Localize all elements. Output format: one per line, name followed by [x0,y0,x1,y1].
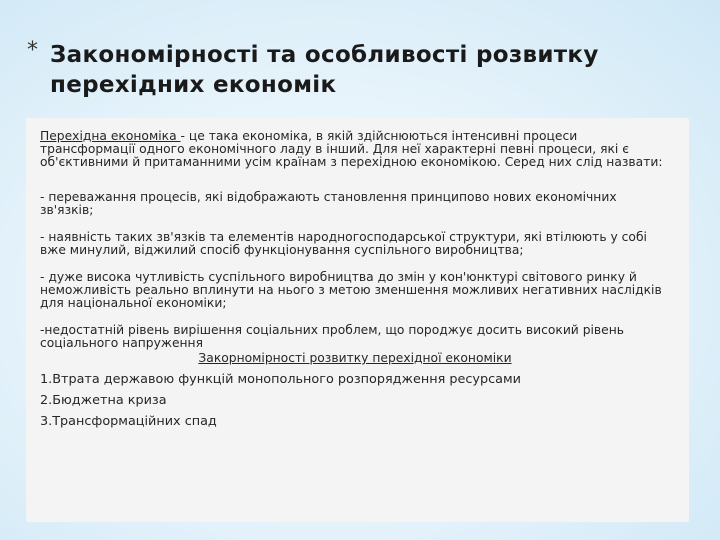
patterns-list-item: 3.Трансформаційних спад [40,414,217,429]
feature-item-2: - наявність таких зв'язків та елементів народногосподарської структури, які втілюють у собі вже минулий, віджилий спосіб функціонування суспільного виробництва; [40,230,647,257]
definition-term: Перехідна економіка [40,129,181,143]
patterns-list-item: 1.Втрата державою функцій монопольного розпорядження ресурсами [40,372,521,387]
title-bullet: * [27,38,38,63]
patterns-list [40,369,670,432]
slide-title: Закономірності та особливості розвитку перехідних економік [50,42,599,98]
patterns-list-item: 2.Бюджетна криза [40,393,167,408]
feature-item-3: - дуже висока чутливість суспільного виробництва до змін у кон'юнктурі світового ринку й неможливість реально вплинути на нього з метою зменшення можливих негативних наслідків для національної економіки; [40,270,662,310]
definition-paragraph [40,130,670,169]
feature-item-4: -недостатній рівень вирішення соціальних проблем, що породжує досить високий рівень соціального напруження [40,323,625,350]
content-body [40,130,670,432]
feature-item-1: - переважання процесів, які відображають становлення принципово нових економічних зв'язків; [40,190,617,217]
definition-text: - це така економіка, в якій здійснюються інтенсивні процеси трансформації одного економічного ладу в інший. Для неї характерні певні процеси, які є об'єктивними й притаманними усім країнам з перехідною економікою. Серед них слід назвати: [40,129,663,169]
patterns-subheading: Закорномірності розвитку перехідної економіки [198,351,512,365]
